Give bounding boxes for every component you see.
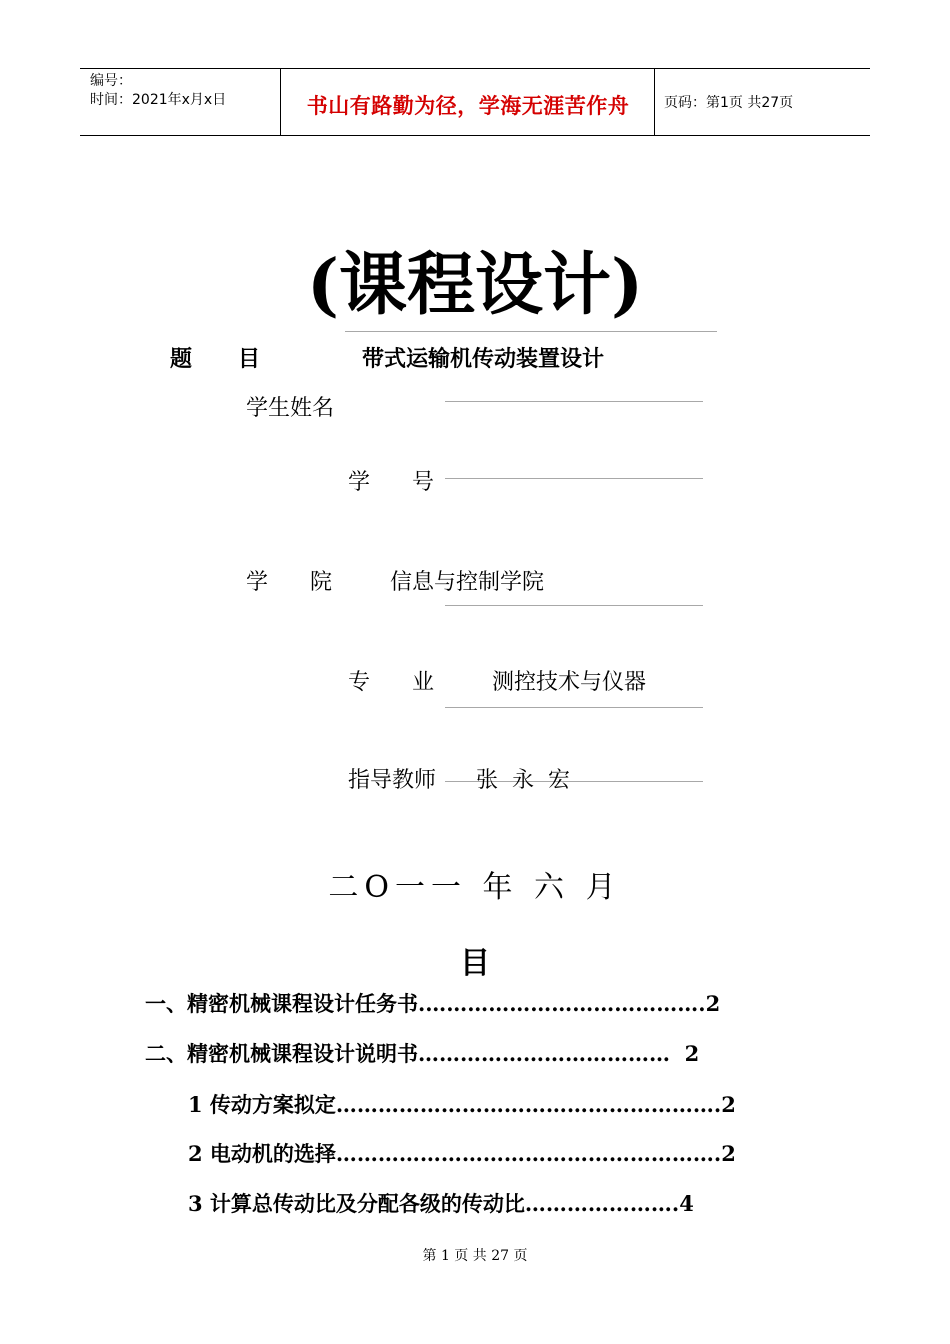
header-top-rule	[80, 68, 870, 69]
advisor-label: 指导教师	[348, 768, 437, 793]
college-line	[445, 605, 703, 606]
header-motto: 书山有路勤为径，学海无涯苦作舟	[306, 93, 630, 118]
footer-page-number: 第 1 页 共 27 页	[422, 1248, 528, 1264]
header-time: 时间：2021年x月x日	[90, 92, 227, 108]
major-value: 测控技术与仪器	[492, 670, 647, 695]
topic-label: 题 目	[170, 346, 260, 372]
header-number: 编号：	[90, 73, 132, 89]
advisor-value: 张 永 宏	[476, 768, 570, 793]
major-line	[445, 707, 703, 708]
toc-item: 一、精密机械课程设计任务书.………………………………….2	[145, 991, 721, 1016]
header-page-count: 页码：第1页 共27页	[664, 95, 794, 111]
topic-value: 带式运输机传动装置设计	[362, 346, 605, 372]
toc-item: 二、精密机械课程设计说明书……………………………… 2	[145, 1041, 700, 1066]
toc-item: 1 传动方案拟定……………………………………………….2	[188, 1092, 736, 1117]
college-label: 学 院	[246, 570, 332, 595]
major-label: 专 业	[348, 670, 434, 695]
toc-heading: 目	[460, 946, 490, 981]
toc-item: 2 电动机的选择……………………………………………….2	[188, 1141, 736, 1166]
student-id-line	[445, 478, 703, 479]
college-value: 信息与控制学院	[390, 570, 545, 595]
title-underline	[345, 331, 717, 332]
student-id-label: 学 号	[348, 470, 434, 495]
toc-item: 3 计算总传动比及分配各级的传动比………………….4	[188, 1191, 694, 1216]
cover-title: (课程设计)	[306, 245, 644, 325]
header-divider-left	[280, 68, 281, 135]
header-divider-right	[654, 68, 655, 135]
header-bottom-rule	[80, 135, 870, 136]
student-name-label: 学生姓名	[246, 396, 335, 421]
student-name-line	[445, 401, 703, 402]
cover-date: 二O一一 年 六 月	[328, 870, 622, 905]
